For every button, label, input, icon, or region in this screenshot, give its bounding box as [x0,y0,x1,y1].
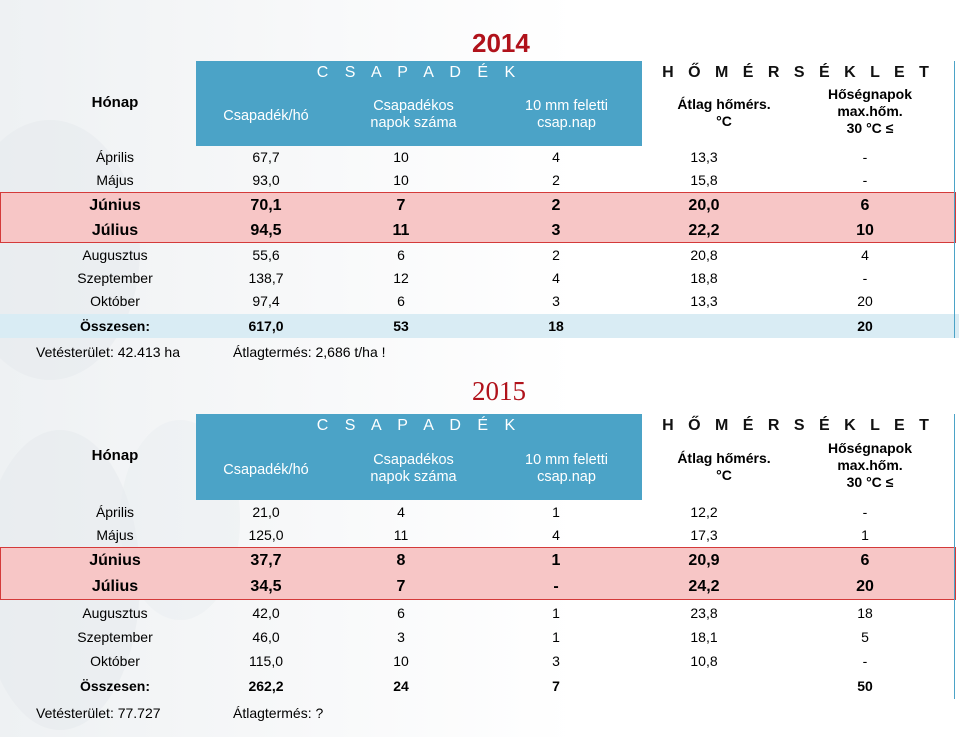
avg-temp-header-line2: °C [716,467,732,483]
rainy-days-cell: 10 [393,653,409,669]
over-10mm-cell: 1 [552,605,560,621]
year-title-2014: 2014 [472,28,530,58]
over-10mm-cell: 1 [552,629,560,645]
precip-cell: 67,7 [252,149,280,165]
avg-yield-note: Átlagtermés: 2,686 t/ha ! [233,344,386,360]
month-column-header: Hónap [91,94,139,111]
avg-temp-header-line2: °C [716,113,732,129]
avg-temp-cell: 10,8 [690,653,718,669]
heat-days-header [805,440,935,491]
over-10mm-header-line1: 10 mm feletti [525,98,608,114]
heat-days-header-line1: Hőségnapok [827,86,912,102]
rainy-days-header-line1: Csapadékos [373,452,454,468]
over-10mm-cell: 3 [551,222,561,239]
rainy-days-cell: 10 [393,172,409,188]
avg-temp-cell: 22,2 [688,222,720,239]
heat-days-cell: - [862,149,868,165]
rainy-days-cell: 7 [396,197,406,214]
table-row [0,601,959,625]
heat-days-cell: - [862,504,868,520]
precip-cell: 70,1 [250,197,282,214]
table-row [0,244,959,267]
avg-temp-cell: 20,0 [688,197,720,214]
avg-temp-cell: 20,8 [690,247,718,263]
table-row [0,146,959,169]
month-cell: Június [89,197,141,214]
rainy-days-header [336,93,491,137]
heat-days-cell: 50 [857,678,873,694]
rainy-days-cell: 7 [396,578,406,595]
heat-days-cell: 1 [861,527,869,543]
heat-days-cell: 20 [856,578,874,595]
table-row [0,625,959,649]
heat-days-header-line2: max.hőm. [837,103,903,119]
rainy-days-cell: 6 [397,247,405,263]
over-10mm-cell: 1 [552,504,560,520]
table-row [0,193,959,218]
over-10mm-cell: 1 [551,552,561,569]
rainy-days-header-line2: napok száma [370,469,457,485]
over-10mm-cell: 4 [552,270,560,286]
over-10mm-cell: 2 [552,172,560,188]
precipitation-group-label: C S A P A D É K [196,61,642,85]
precip-cell: 125,0 [248,527,284,543]
over-10mm-cell: 2 [552,247,560,263]
over-10mm-header-line1: 10 mm feletti [525,452,608,468]
over-10mm-cell: 18 [548,318,564,334]
avg-temp-cell: 18,1 [690,629,718,645]
avg-temp-cell: 24,2 [688,578,720,595]
over-10mm-cell: 3 [552,293,560,309]
rainy-days-cell: 11 [393,527,409,543]
heat-days-cell: - [862,653,868,669]
avg-temp-cell: 15,8 [690,172,718,188]
heat-days-cell: 5 [861,629,869,645]
table-row [0,290,959,313]
precip-cell: 37,7 [250,552,282,569]
sown-area-note: Vetésterület: 42.413 ha [36,344,180,360]
avg-temp-cell: 13,3 [690,149,718,165]
table-row [0,267,959,290]
heat-days-header-line1: Hőségnapok [827,440,912,456]
rainy-days-cell: 12 [393,270,409,286]
month-cell: Összesen: [79,678,151,694]
month-cell: Július [91,578,139,595]
heat-days-header-line3: 30 °C ≤ [846,474,894,490]
month-cell: Július [91,222,139,239]
heat-days-header-line2: max.hőm. [837,457,903,473]
heat-days-cell: 18 [857,605,873,621]
rainy-days-cell: 10 [393,149,409,165]
rainy-days-cell: 53 [393,318,409,334]
month-cell: Szeptember [77,629,153,645]
month-cell: Szeptember [77,270,153,286]
over-10mm-cell: 7 [552,678,560,694]
rainy-days-header-line2: napok száma [370,115,457,131]
avg-temp-header-line1: Átlag hőmérs. [677,450,771,466]
rainy-days-cell: 6 [397,293,405,309]
month-cell: Augusztus [82,605,148,621]
precip-cell: 262,2 [248,678,284,694]
table-row [0,218,959,243]
avg-temp-cell: 17,3 [690,527,718,543]
precip-cell: 138,7 [248,270,284,286]
precip-cell: 46,0 [252,629,280,645]
over-10mm-cell: 3 [552,653,560,669]
heat-days-cell: 20 [857,318,873,334]
table-row [0,548,959,574]
totals-row [0,674,959,699]
avg-temp-header [644,96,804,130]
over-10mm-cell: 4 [552,527,560,543]
temperature-group-label: H Ő M É R S É K L E T [642,61,954,85]
rainy-days-cell: 3 [397,629,405,645]
rainy-days-cell: 6 [397,605,405,621]
avg-temp-cell: 18,8 [690,270,718,286]
sown-area-note: Vetésterület: 77.727 [36,705,161,721]
month-cell: Április [95,149,135,165]
heat-days-cell: - [862,172,868,188]
table-border-right [954,61,955,338]
precip-cell: 55,6 [252,247,280,263]
month-cell: Május [96,527,134,543]
over-10mm-header-line2: csap.nap [537,469,596,485]
precipitation-group-label: C S A P A D É K [196,414,642,438]
table-row [0,524,959,547]
over-10mm-header [491,447,642,491]
precip-cell: 94,5 [250,222,282,239]
precip-cell: 97,4 [252,293,280,309]
table-row [0,574,959,600]
table-row [0,500,959,524]
temperature-group-label: H Ő M É R S É K L E T [642,414,954,438]
over-10mm-cell: 4 [552,149,560,165]
table-row [0,649,959,673]
avg-yield-note: Átlagtermés: ? [233,705,324,721]
heat-days-header-line3: 30 °C ≤ [846,120,894,136]
year-title-2015: 2015 [472,376,526,406]
heat-days-cell: 4 [861,247,869,263]
rainy-days-cell: 11 [392,222,410,239]
rainy-days-cell: 24 [393,678,409,694]
avg-temp-header [644,450,804,484]
rainy-days-cell: 4 [397,504,405,520]
precip-cell: 34,5 [250,578,282,595]
month-cell: Összesen: [79,318,151,334]
month-cell: Augusztus [82,247,148,263]
table-row [0,169,959,192]
precip-cell: 617,0 [248,318,284,334]
heat-days-header [805,86,935,137]
heat-days-cell: 6 [860,552,870,569]
precip-cell: 93,0 [252,172,280,188]
month-cell: Október [90,653,140,669]
over-10mm-header-line2: csap.nap [537,115,596,131]
avg-temp-cell: 12,2 [690,504,718,520]
totals-row [0,314,959,338]
heat-days-cell: - [862,270,868,286]
over-10mm-header [491,93,642,137]
heat-days-cell: 20 [857,293,873,309]
rainy-days-header [336,447,491,491]
precip-cell: 21,0 [252,504,280,520]
rainy-days-cell: 8 [396,552,406,569]
avg-temp-cell: 13,3 [690,293,718,309]
month-cell: Október [90,293,140,309]
over-10mm-cell: - [553,578,559,595]
avg-temp-cell: 20,9 [688,552,720,569]
precip-cell: 115,0 [249,653,283,669]
heat-days-cell: 10 [856,222,874,239]
rainy-days-header-line1: Csapadékos [373,98,454,114]
monthly-precip-header: Csapadék/hó [223,107,309,124]
month-cell: Április [95,504,135,520]
avg-temp-cell: 23,8 [690,605,718,621]
table-border-right [954,414,955,699]
monthly-precip-header: Csapadék/hó [223,461,309,478]
avg-temp-header-line1: Átlag hőmérs. [677,96,771,112]
month-cell: Május [96,172,134,188]
month-cell: Június [89,552,141,569]
over-10mm-cell: 2 [551,197,561,214]
month-column-header: Hónap [91,447,139,464]
heat-days-cell: 6 [860,197,870,214]
precip-cell: 42,0 [252,605,280,621]
